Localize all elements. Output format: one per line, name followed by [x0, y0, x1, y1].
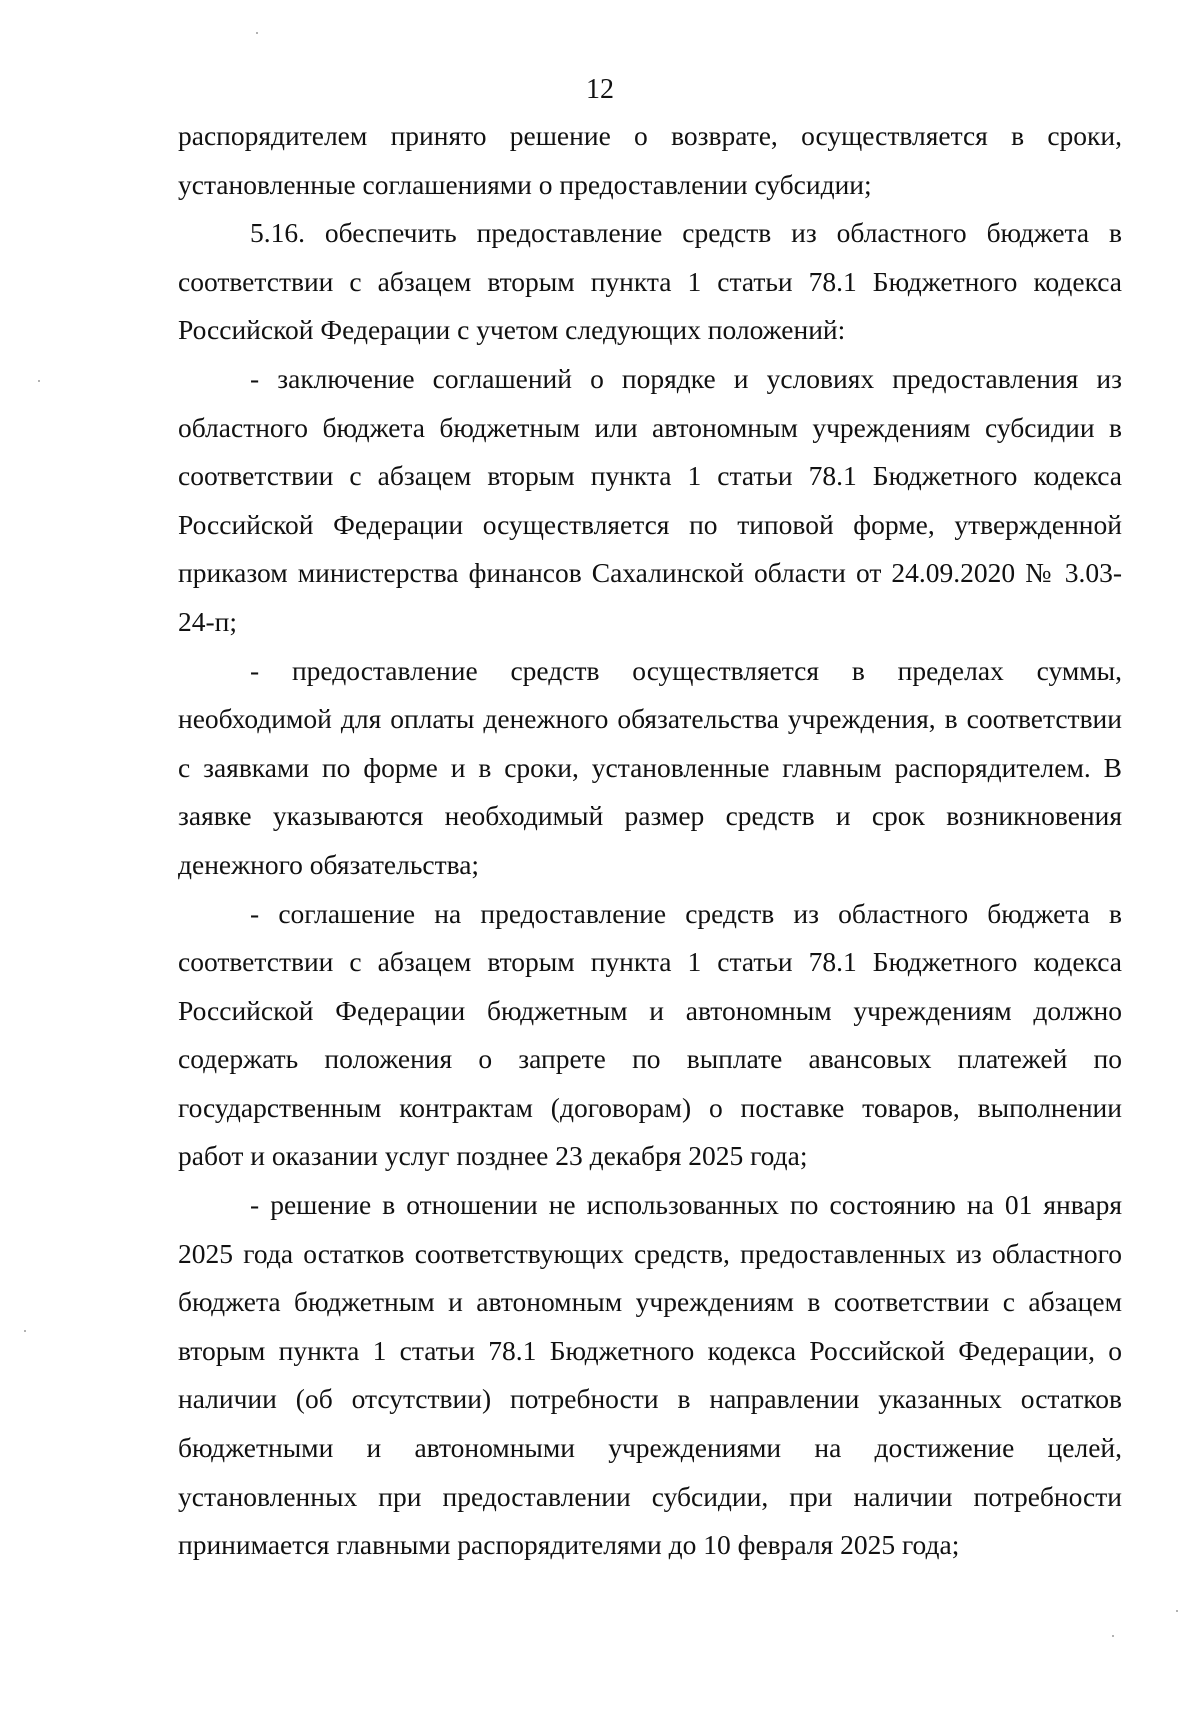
- scan-speck: [38, 380, 40, 382]
- paragraph-bullet-advance-payments: - соглашение на предоставление средств из областного бюджета в соответствии с абзацем вторым пункта 1 статьи 78.1 Бюджетного кодекса Российской Федерации бюджетным и автономным учреждениям должно содержать положения о запрете по выплате авансовых платежей по государственным контрактам (договорам) о поставке товаров, выполнении работ и оказании услуг позднее 23 декабря 2025 года;: [178, 897, 1122, 1172]
- scan-speck: [1112, 1635, 1114, 1637]
- scan-speck: [256, 32, 258, 34]
- scan-speck: [24, 1330, 26, 1332]
- paragraph-item-5-16: 5.16. обеспечить предоставление средств из областного бюджета в соответствии с абзацем вторым пункта 1 статьи 78.1 Бюджетного кодекса Российской Федерации с учетом следующих положений:: [178, 217, 1122, 346]
- paragraph-bullet-funds-provision: - предоставление средств осуществляется в пределах суммы, необходимой для оплаты денежного обязательства учреждения, в соответствии с заявками по форме и в сроки, установленные главным распорядителем. В заявке указываются необходимый размер средств и срок возникновения денежного обязательства;: [178, 654, 1122, 880]
- document-body: [178, 112, 1122, 1570]
- scan-speck: [1176, 1610, 1178, 1612]
- paragraph-bullet-agreements: - заключение соглашений о порядке и условиях предоставления из областного бюджета бюджетным или автономным учреждениям субсидии в соответствии с абзацем вторым пункта 1 статьи 78.1 Бюджетного кодекса Российской Федерации осуществляется по типовой форме, утвержденной приказом министерства финансов Сахалинской области от 24.09.2020 № 3.03-24-п;: [178, 362, 1122, 637]
- paragraph-bullet-unused-balances: - решение в отношении не использованных по состоянию на 01 января 2025 года остатков соответствующих средств, предоставленных из областного бюджета бюджетным и автономным учреждениям в соответствии с абзацем вторым пункта 1 статьи 78.1 Бюджетного кодекса Российской Федерации, о наличии (об отсутствии) потребности в направлении указанных остатков бюджетными и автономными учреждениями на достижение целей, установленных при предоставлении субсидии, при наличии потребности принимается главными распорядителями до 10 февраля 2025 года;: [178, 1189, 1122, 1561]
- paragraph-continuation: распорядителем принято решение о возврате, осуществляется в сроки, установленные соглашениями о предоставлении субсидии;: [178, 120, 1122, 200]
- page-number: 12: [586, 74, 614, 105]
